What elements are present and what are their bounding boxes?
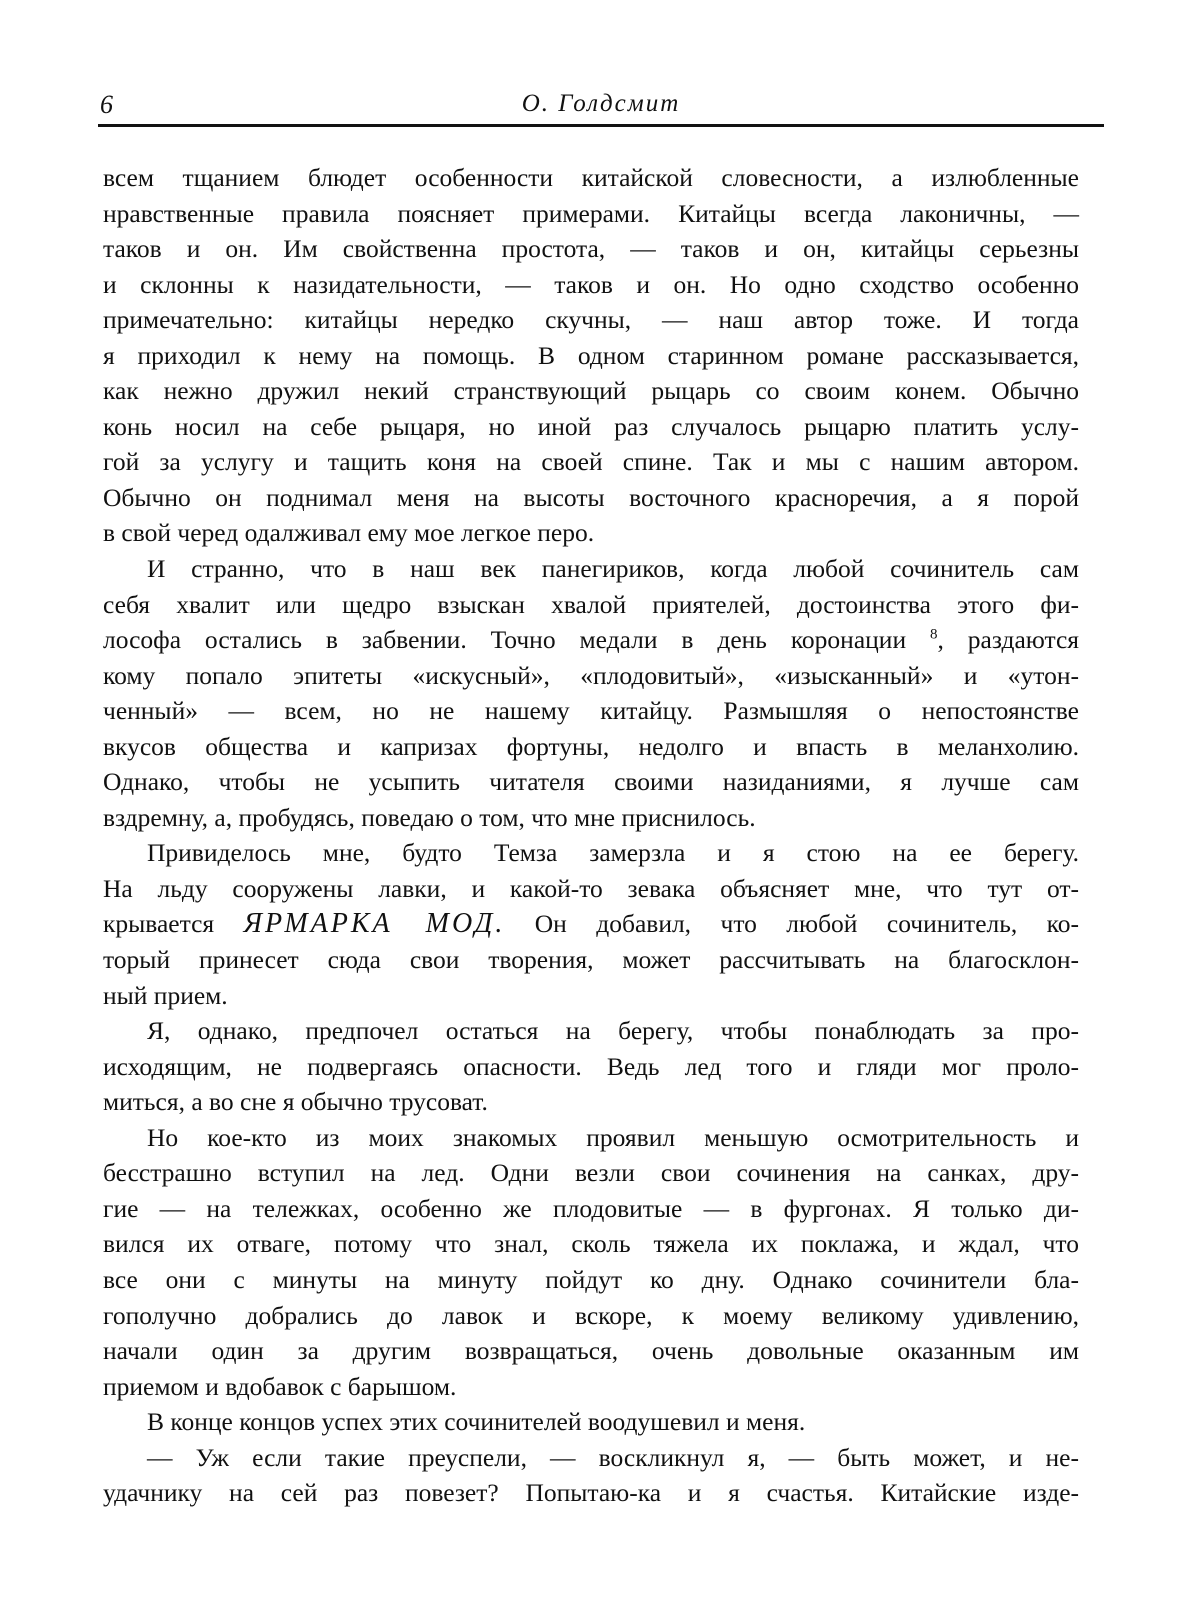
emphasized-title: ЯРМАРКА МОД. bbox=[243, 908, 506, 940]
line-text: крывается bbox=[103, 909, 215, 939]
text-line: миться, а во сне я обычно трусоват. bbox=[103, 1087, 488, 1117]
line-text: лософа остались в забвении. Точно медали в день коронации bbox=[103, 625, 907, 655]
page-number: 6 bbox=[100, 90, 113, 119]
text-line: как нежно дружил некий странствующий рыцарь со своим конем. Обычно bbox=[103, 376, 1079, 406]
text-line bbox=[103, 622, 1079, 658]
paragraph bbox=[103, 1404, 1079, 1440]
text-line: в свой черед одалживал ему мое легкое перо. bbox=[103, 518, 595, 548]
text-line: нравственные правила поясняет примерами. Китайцы всегда лаконичны, — bbox=[103, 198, 1079, 228]
text-line: себя хвалит или щедро взыскан хвалой приятелей, достоинства этого фи- bbox=[103, 589, 1079, 619]
paragraph bbox=[103, 551, 1079, 835]
text-line: ный прием. bbox=[103, 980, 228, 1010]
text-line: приемом и вдобавок с барышом. bbox=[103, 1371, 457, 1401]
footnote-marker: 8 bbox=[930, 626, 938, 643]
line-text: , раздаются bbox=[937, 625, 1079, 655]
text-line: гополучно добрались до лавок и вскоре, к моему великому удивлению, bbox=[103, 1300, 1079, 1330]
body-text bbox=[103, 160, 1079, 1511]
text-line: всем тщанием блюдет особенности китайской словесности, а излюбленные bbox=[103, 163, 1079, 192]
text-line: вздремну, а, пробудясь, поведаю о том, что мне приснилось. bbox=[103, 802, 756, 832]
paragraph bbox=[103, 835, 1079, 1013]
text-line: торый принесет сюда свои творения, может рассчитывать на благосклон- bbox=[103, 945, 1079, 975]
paragraph bbox=[103, 1120, 1079, 1404]
text-line: И странно, что в наш век панегириков, когда любой сочинитель сам bbox=[147, 554, 1079, 584]
text-line: вкусов общества и капризах фортуны, недолго и впасть в меланхолию. bbox=[103, 731, 1079, 761]
text-line: удачнику на сей раз повезет? Попытаю-ка и я счастья. Китайские изде- bbox=[103, 1478, 1079, 1508]
paragraph bbox=[103, 1013, 1079, 1120]
paragraph bbox=[103, 1440, 1079, 1511]
text-line: Привиделось мне, будто Темза замерзла и я стою на ее берегу. bbox=[147, 838, 1079, 868]
text-line: В конце концов успех этих сочинителей воодушевил и меня. bbox=[147, 1407, 806, 1437]
paragraph bbox=[103, 160, 1079, 551]
header-rule bbox=[98, 124, 1104, 127]
text-line: начали один за другим возвращаться, очень довольные оказанным им bbox=[103, 1336, 1079, 1366]
text-line: все они с минуты на минуту пойдут ко дну. Однако сочинители бла- bbox=[103, 1264, 1079, 1294]
text-line: исходящим, не подвергаясь опасности. Ведь лед того и гляди мог проло- bbox=[103, 1051, 1079, 1081]
text-line: кому попало эпитеты «искусный», «плодовитый», «изысканный» и «утон- bbox=[103, 660, 1079, 690]
text-line: гой за услугу и тащить коня на своей спине. Так и мы с нашим автором. bbox=[103, 447, 1079, 477]
text-line: Я, однако, предпочел остаться на берегу, чтобы понаблюдать за про- bbox=[147, 1016, 1079, 1046]
text-line: я приходил к нему на помощь. В одном старинном романе рассказывается, bbox=[103, 340, 1079, 370]
text-line: и склонны к назидательности, — таков и он. Но одно сходство особенно bbox=[103, 269, 1079, 299]
running-head bbox=[100, 86, 1102, 120]
text-line: Обычно он поднимал меня на высоты восточного красноречия, а я порой bbox=[103, 482, 1079, 512]
text-line bbox=[103, 906, 1079, 942]
text-line: — Уж если такие преуспели, — воскликнул я, — быть может, и не- bbox=[147, 1442, 1079, 1472]
text-line: гие — на тележках, особенно же плодовитые — в фургонах. Я только ди- bbox=[103, 1193, 1079, 1223]
running-title: О. Голдсмит bbox=[521, 90, 681, 117]
text-line: вился их отваге, потому что знал, сколь тяжела их поклажа, и ждал, что bbox=[103, 1229, 1079, 1259]
text-line: ченный» — всем, но не нашему китайцу. Размышляя о непостоянстве bbox=[103, 696, 1079, 726]
text-line: таков и он. Им свойственна простота, — таков и он, китайцы серьезны bbox=[103, 234, 1079, 264]
line-text: Он добавил, что любой сочинитель, ко- bbox=[534, 909, 1080, 939]
text-line: примечательно: китайцы нередко скучны, — наш автор тоже. И тогда bbox=[103, 305, 1079, 335]
text-line: бесстрашно вступил на лед. Одни везли свои сочинения на санках, дру- bbox=[103, 1158, 1079, 1188]
text-line: конь носил на себе рыцаря, но иной раз случалось рыцарю платить услу- bbox=[103, 411, 1079, 441]
text-line: Однако, чтобы не усыпить читателя своими назиданиями, я лучше сам bbox=[103, 767, 1079, 797]
text-line: На льду сооружены лавки, и какой-то зевака объясняет мне, что тут от- bbox=[103, 873, 1079, 903]
text-line: Но кое-кто из моих знакомых проявил меньшую осмотрительность и bbox=[147, 1122, 1079, 1152]
